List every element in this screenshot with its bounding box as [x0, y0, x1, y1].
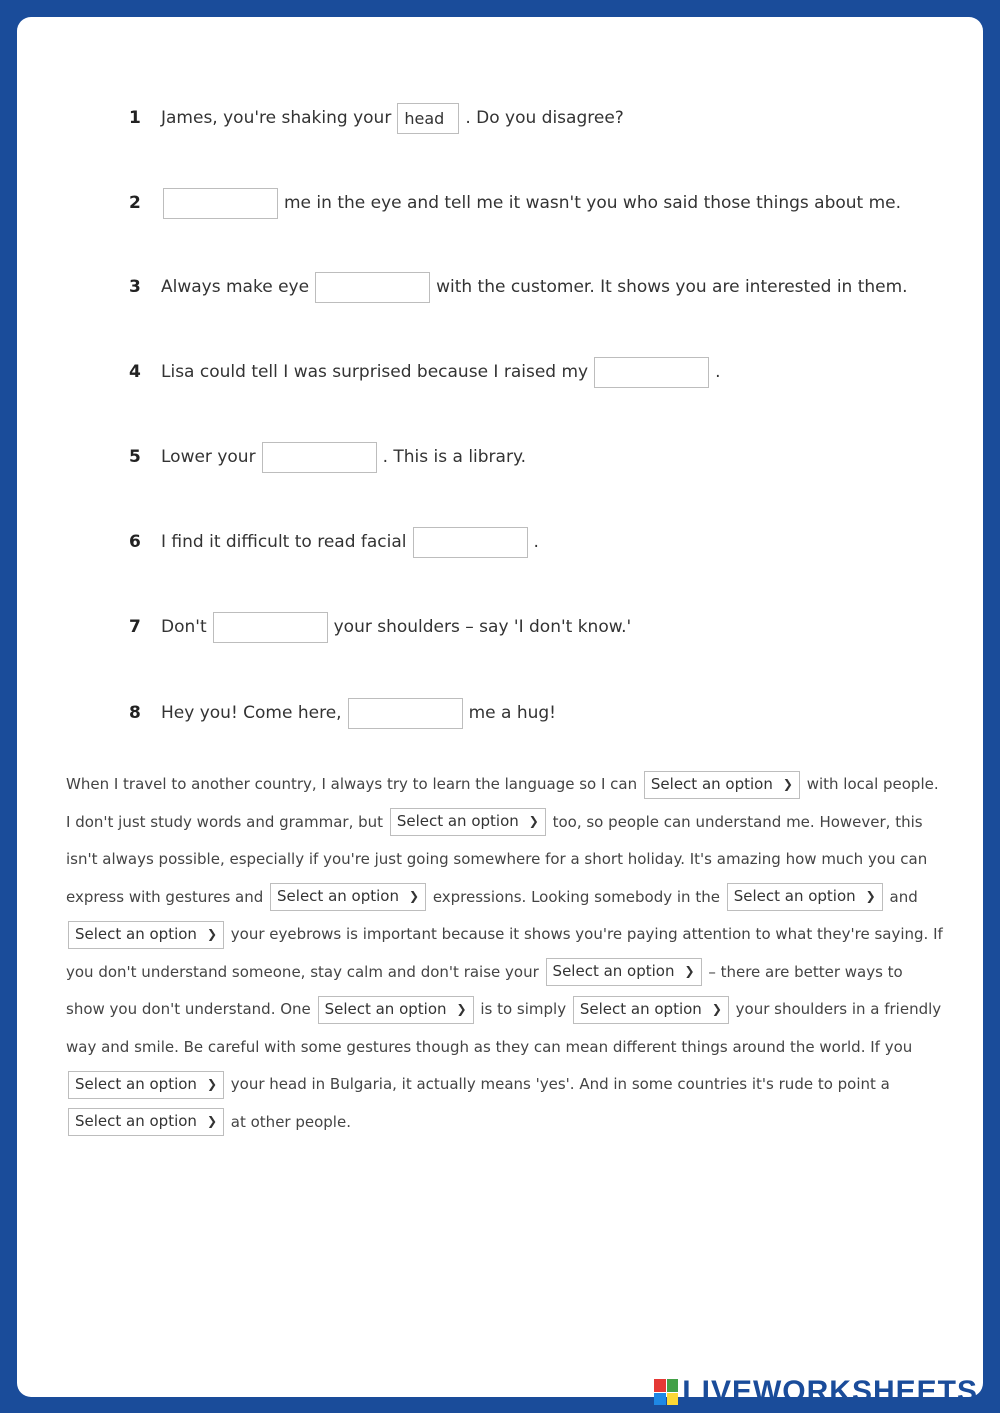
paragraph-text: – there are better ways to show you don't understand. One [66, 962, 903, 1018]
cloze-paragraph [66, 766, 946, 1141]
answer-input-5[interactable] [262, 442, 377, 473]
question-text-after: . This is a library. [382, 447, 526, 467]
chevron-down-icon: ❯ [684, 964, 695, 979]
question-text-before: I find it difficult to read facial [161, 532, 407, 552]
chevron-down-icon: ❯ [865, 889, 876, 904]
paragraph-text: with local people. I don't just study words and grammar, but [66, 775, 939, 831]
paragraph-text: expressions. Looking somebody in the [432, 887, 720, 906]
chevron-down-icon: ❯ [408, 889, 420, 904]
question-1 [129, 101, 624, 135]
select-placeholder: Select an option [579, 999, 702, 1018]
question-text-before: James, you're shaking your [161, 108, 392, 128]
question-number: 7 [129, 617, 141, 637]
option-select-2[interactable] [390, 808, 546, 836]
option-select-3[interactable] [270, 883, 426, 911]
answer-input-7[interactable] [213, 612, 328, 643]
question-text-before: Don't [161, 617, 207, 637]
answer-input-2[interactable] [163, 188, 278, 219]
question-number: 2 [129, 193, 141, 213]
question-number: 4 [129, 362, 141, 382]
question-text-after: me a hug! [468, 703, 556, 723]
chevron-down-icon: ❯ [206, 1076, 217, 1091]
chevron-down-icon: ❯ [206, 926, 217, 941]
question-text-after: me in the eye and tell me it wasn't you who said those things about me. [284, 193, 902, 213]
question-number: 6 [129, 532, 141, 552]
chevron-down-icon: ❯ [206, 1114, 217, 1129]
question-number: 8 [129, 703, 141, 723]
question-text-after: . [715, 362, 721, 382]
select-placeholder: Select an option [733, 887, 856, 906]
select-placeholder: Select an option [650, 774, 773, 793]
chevron-down-icon: ❯ [528, 814, 539, 829]
paragraph-text: your eyebrows is important because it shows you're paying attention to what they're saying. If you don't understand someone, stay calm and don't raise your [66, 925, 943, 981]
liveworksheets-brand [654, 1375, 978, 1409]
question-text-after: . Do you disagree? [465, 108, 624, 128]
select-placeholder: Select an option [75, 1074, 197, 1093]
worksheet-page [17, 17, 983, 1397]
question-5 [129, 440, 526, 474]
question-6 [129, 525, 539, 559]
question-number: 5 [129, 447, 141, 467]
question-7 [129, 610, 631, 644]
paragraph-text: and [889, 887, 918, 906]
question-text-before: Lower your [161, 447, 256, 467]
select-placeholder: Select an option [552, 962, 675, 981]
chevron-down-icon: ❯ [782, 776, 793, 791]
select-placeholder: Select an option [75, 924, 197, 943]
question-text-before: Lisa could tell I was surprised because I raised my [161, 362, 589, 382]
option-select-7[interactable] [318, 996, 474, 1024]
paragraph-text: When I travel to another country, I always try to learn the language so I can [66, 775, 638, 793]
chevron-down-icon: ❯ [711, 1001, 722, 1016]
paragraph-text: your shoulders in a friendly way and smile. Be careful with some gestures though as they can mean different things around the world. If you [66, 1000, 942, 1056]
paragraph-text: your head in Bulgaria, it actually means 'yes'. And in some countries it's rude to point a [230, 1075, 890, 1093]
answer-input-3[interactable] [315, 272, 430, 303]
question-number: 1 [129, 108, 141, 128]
liveworksheets-logo-icon [654, 1379, 678, 1405]
select-placeholder: Select an option [396, 812, 519, 831]
option-select-6[interactable] [546, 958, 702, 986]
option-select-5[interactable] [68, 921, 224, 949]
chevron-down-icon: ❯ [456, 1001, 467, 1016]
question-text-after: with the customer. It shows you are interested in them. [436, 277, 908, 297]
option-select-4[interactable] [727, 883, 883, 911]
paragraph-text: too, so people can understand me. However, this isn't always possible, especially if you're just going somewhere for a short holiday. It's amazing how much you can express with gestures and [66, 812, 928, 906]
option-select-1[interactable] [644, 771, 800, 799]
option-select-8[interactable] [573, 996, 729, 1024]
answer-input-4[interactable] [594, 357, 709, 388]
question-text-before: Hey you! Come here, [161, 703, 342, 723]
question-2 [129, 186, 901, 220]
answer-input-8[interactable] [348, 698, 463, 729]
select-placeholder: Select an option [75, 1112, 197, 1131]
option-select-10[interactable] [68, 1108, 224, 1136]
question-8 [129, 696, 556, 730]
question-text-after: your shoulders – say 'I don't know.' [333, 617, 632, 637]
question-number: 3 [129, 277, 141, 297]
question-3 [129, 270, 908, 304]
paragraph-text: at other people. [230, 1112, 351, 1131]
select-placeholder: Select an option [324, 999, 447, 1018]
answer-input-1[interactable]: head [397, 103, 459, 134]
answer-input-6[interactable] [413, 527, 528, 558]
question-text-before: Always make eye [161, 277, 310, 297]
paragraph-text: is to simply [480, 1000, 567, 1018]
question-4 [129, 355, 721, 389]
question-text-after: . [533, 532, 539, 552]
select-placeholder: Select an option [277, 887, 399, 906]
option-select-9[interactable] [68, 1071, 224, 1099]
brand-name: LIVEWORKSHEETS [682, 1375, 978, 1408]
